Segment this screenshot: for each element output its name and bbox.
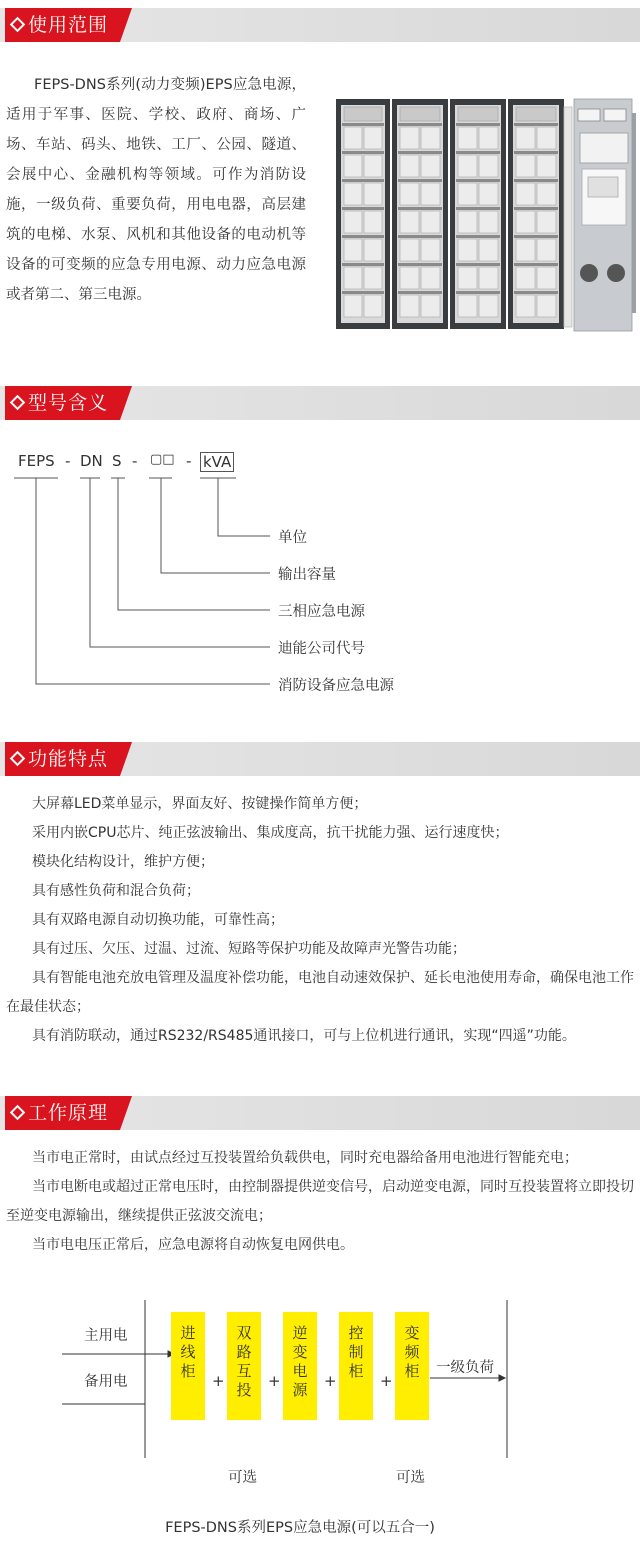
model-label-unit: 单位 <box>278 530 307 546</box>
list-item: 具有过压、欠压、过温、过流、短路等保护功能及故障声光警告功能； <box>32 941 466 957</box>
section-title: 功能特点 <box>28 748 109 770</box>
model-label-capacity: 输出容量 <box>278 567 336 583</box>
flow-plus: + <box>212 1372 225 1390</box>
principle-list <box>6 1144 638 1260</box>
model-code-box: ▢□ <box>150 452 175 467</box>
section-title: 型号含义 <box>28 392 109 414</box>
flow-plus: + <box>380 1372 393 1390</box>
section-header-principle <box>0 1093 640 1133</box>
list-item: 当市电正常时，由试点经过互投装置给负载供电，同时充电器给备用电池进行智能充电； <box>32 1150 578 1166</box>
section-header-features <box>0 739 640 779</box>
flow-box-inlet-cabinet: 进 线 柜 <box>171 1312 205 1420</box>
feature-list <box>6 790 638 1051</box>
section-header-usage <box>0 5 640 45</box>
model-tree-lines <box>0 470 300 700</box>
flow-optional-label: 可选 <box>228 1470 257 1486</box>
section-title: 使用范围 <box>28 14 109 36</box>
flow-load-label: 一级负荷 <box>436 1360 494 1376</box>
model-code-dash: - <box>65 452 71 470</box>
model-code-dash: - <box>132 452 138 470</box>
flow-plus: + <box>324 1372 337 1390</box>
model-label-fire-eps: 消防设备应急电源 <box>278 678 394 694</box>
flow-caption: FEPS-DNS系列EPS应急电源(可以五合一) <box>165 1520 435 1536</box>
model-code-kva: kVA <box>200 452 234 472</box>
flow-box-vfd-cabinet: 变 频 柜 <box>395 1312 429 1420</box>
list-item: 大屏幕LED菜单显示，界面友好、按键操作简单方便； <box>32 796 368 812</box>
model-label-three-phase: 三相应急电源 <box>278 604 365 620</box>
section-header-model <box>0 383 640 423</box>
flow-optional-label: 可选 <box>396 1470 425 1486</box>
section-title: 工作原理 <box>28 1102 109 1124</box>
flow-box-inverter: 逆 变 电 源 <box>283 1312 317 1420</box>
flow-box-dual-switch: 双 路 互 投 <box>227 1312 261 1420</box>
list-item: 具有消防联动，通过RS232/RS485通讯接口，可与上位机进行通讯，实现“四遥”功能。 <box>32 1028 576 1044</box>
intro-paragraph: FEPS-DNS系列(动力变频)EPS应急电源，适用于军事、医院、学校、政府、商场、广场、车站、码头、地铁、工厂、公园、隧道、会展中心、金融机构等领域。可作为消防设施，一级负荷、重要负荷，用电电器，高层建筑的电梯、水泵、风机和其他设备的电动机等设备的可变频的应急专用电源、动力应急电源或者第二、第三电源。 <box>6 77 306 303</box>
list-item: 具有感性负荷和混合负荷； <box>32 883 200 899</box>
list-item: 模块化结构设计，维护方便； <box>32 854 214 870</box>
model-code-s: S <box>112 452 122 470</box>
list-item: 当市电断电或超过正常电压时，由控制器提供逆变信号，启动逆变电源，同时互投装置将立即投切至逆变电源输出，继续提供正弦波交流电； <box>6 1179 634 1224</box>
model-code-feps: FEPS <box>18 452 55 470</box>
model-code-dn: DN <box>80 452 103 470</box>
list-item: 采用内嵌CPU芯片、纯正弦波输出、集成度高，抗干扰能力强、运行速度快； <box>32 825 509 841</box>
flow-box-control-cabinet: 控 制 柜 <box>339 1312 373 1420</box>
flow-backup-power: 备用电 <box>84 1374 128 1390</box>
model-label-company-code: 迪能公司代号 <box>278 641 365 657</box>
list-item: 当市电电压正常后，应急电源将自动恢复电网供电。 <box>32 1237 354 1253</box>
flow-plus: + <box>268 1372 281 1390</box>
eps-cabinet-image <box>328 93 636 335</box>
list-item: 具有智能电池充放电管理及温度补偿功能，电池自动速效保护、延长电池使用寿命，确保电池工作在最佳状态； <box>6 970 634 1015</box>
model-code-dash: - <box>186 452 192 470</box>
list-item: 具有双路电源自动切换功能，可靠性高； <box>32 912 284 928</box>
flow-main-power: 主用电 <box>84 1328 128 1344</box>
